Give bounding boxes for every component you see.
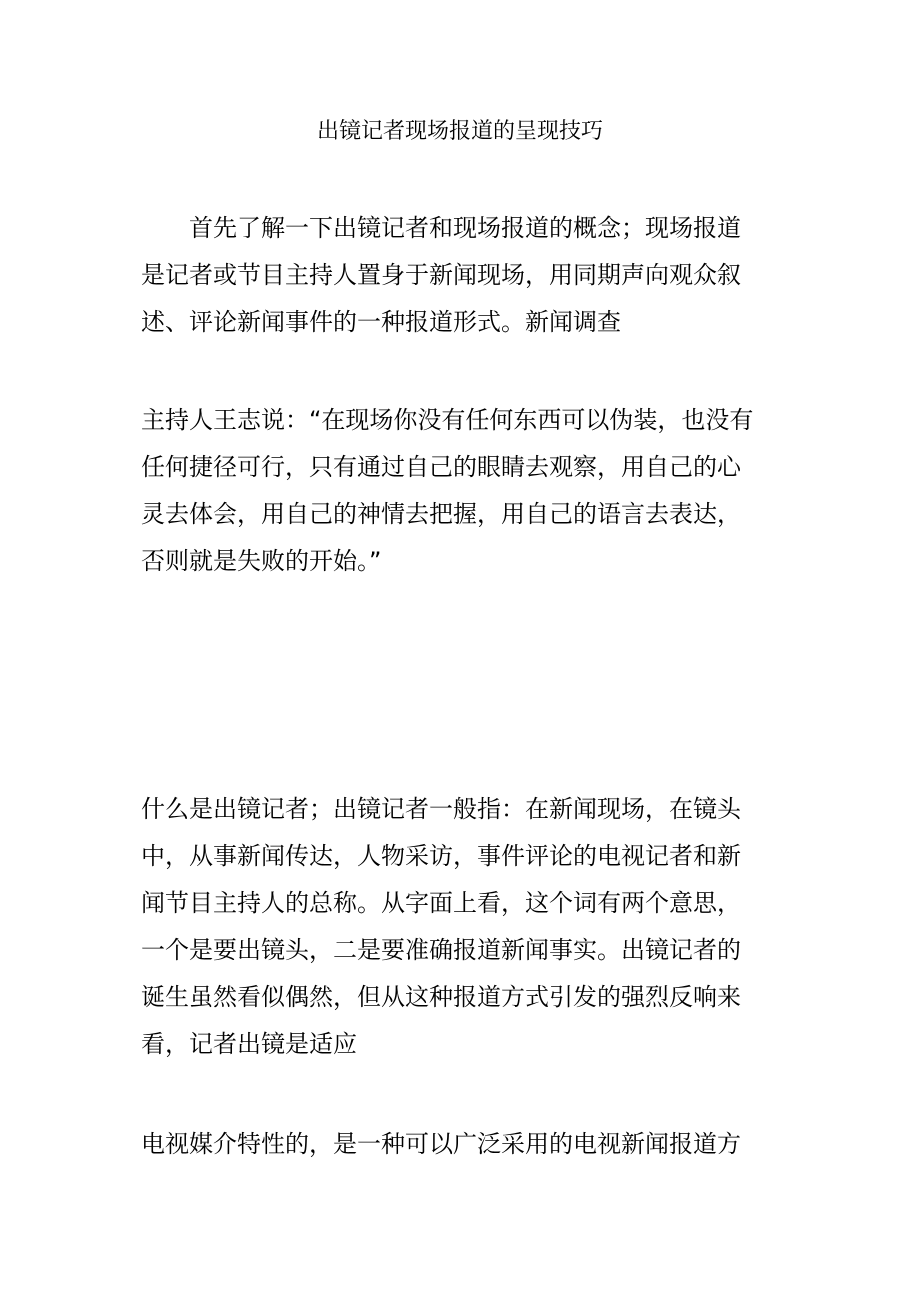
- paragraph-line: 闻节目主持人的总称。从字面上看，这个词有两个意思，: [141, 889, 741, 917]
- paragraph-line: 灵去体会，用自己的神情去把握，用自己的语言去表达，: [141, 500, 741, 528]
- paragraph-line: 任何捷径可行，只有通过自己的眼睛去观察，用自己的心: [141, 453, 741, 481]
- paragraph-line: 首先了解一下出镜记者和现场报道的概念；现场报道: [189, 214, 741, 242]
- paragraph-line: 电视媒介特性的，是一种可以广泛采用的电视新闻报道方: [141, 1130, 741, 1158]
- paragraph-line: 看，记者出镜是适应: [141, 1030, 357, 1058]
- paragraph-continuation: [141, 1121, 765, 1168]
- paragraph-line: 中，从事新闻传达，人物采访，事件评论的电视记者和新: [141, 842, 741, 870]
- paragraph-definition: [141, 786, 765, 1068]
- paragraph-line: 述、评论新闻事件的一种报道形式。新闻调查: [141, 308, 621, 336]
- paragraph-line: 是记者或节目主持人置身于新闻现场，用同期声向观众叙: [141, 261, 741, 289]
- paragraph-intro: [141, 205, 765, 346]
- paragraph-line: 什么是出镜记者；出镜记者一般指：在新闻现场，在镜头: [141, 795, 741, 823]
- paragraph-line: 一个是要出镜头，二是要准确报道新闻事实。出镜记者的: [141, 936, 741, 964]
- paragraph-line: 诞生虽然看似偶然，但从这种报道方式引发的强烈反响来: [141, 983, 741, 1011]
- paragraph-line: 否则就是失败的开始。”: [141, 547, 382, 575]
- paragraph-line: 主持人王志说：“在现场你没有任何东西可以伪装，也没有: [141, 406, 754, 434]
- document-title: 出镜记者现场报道的呈现技巧: [316, 119, 603, 144]
- paragraph-quote: [141, 397, 765, 585]
